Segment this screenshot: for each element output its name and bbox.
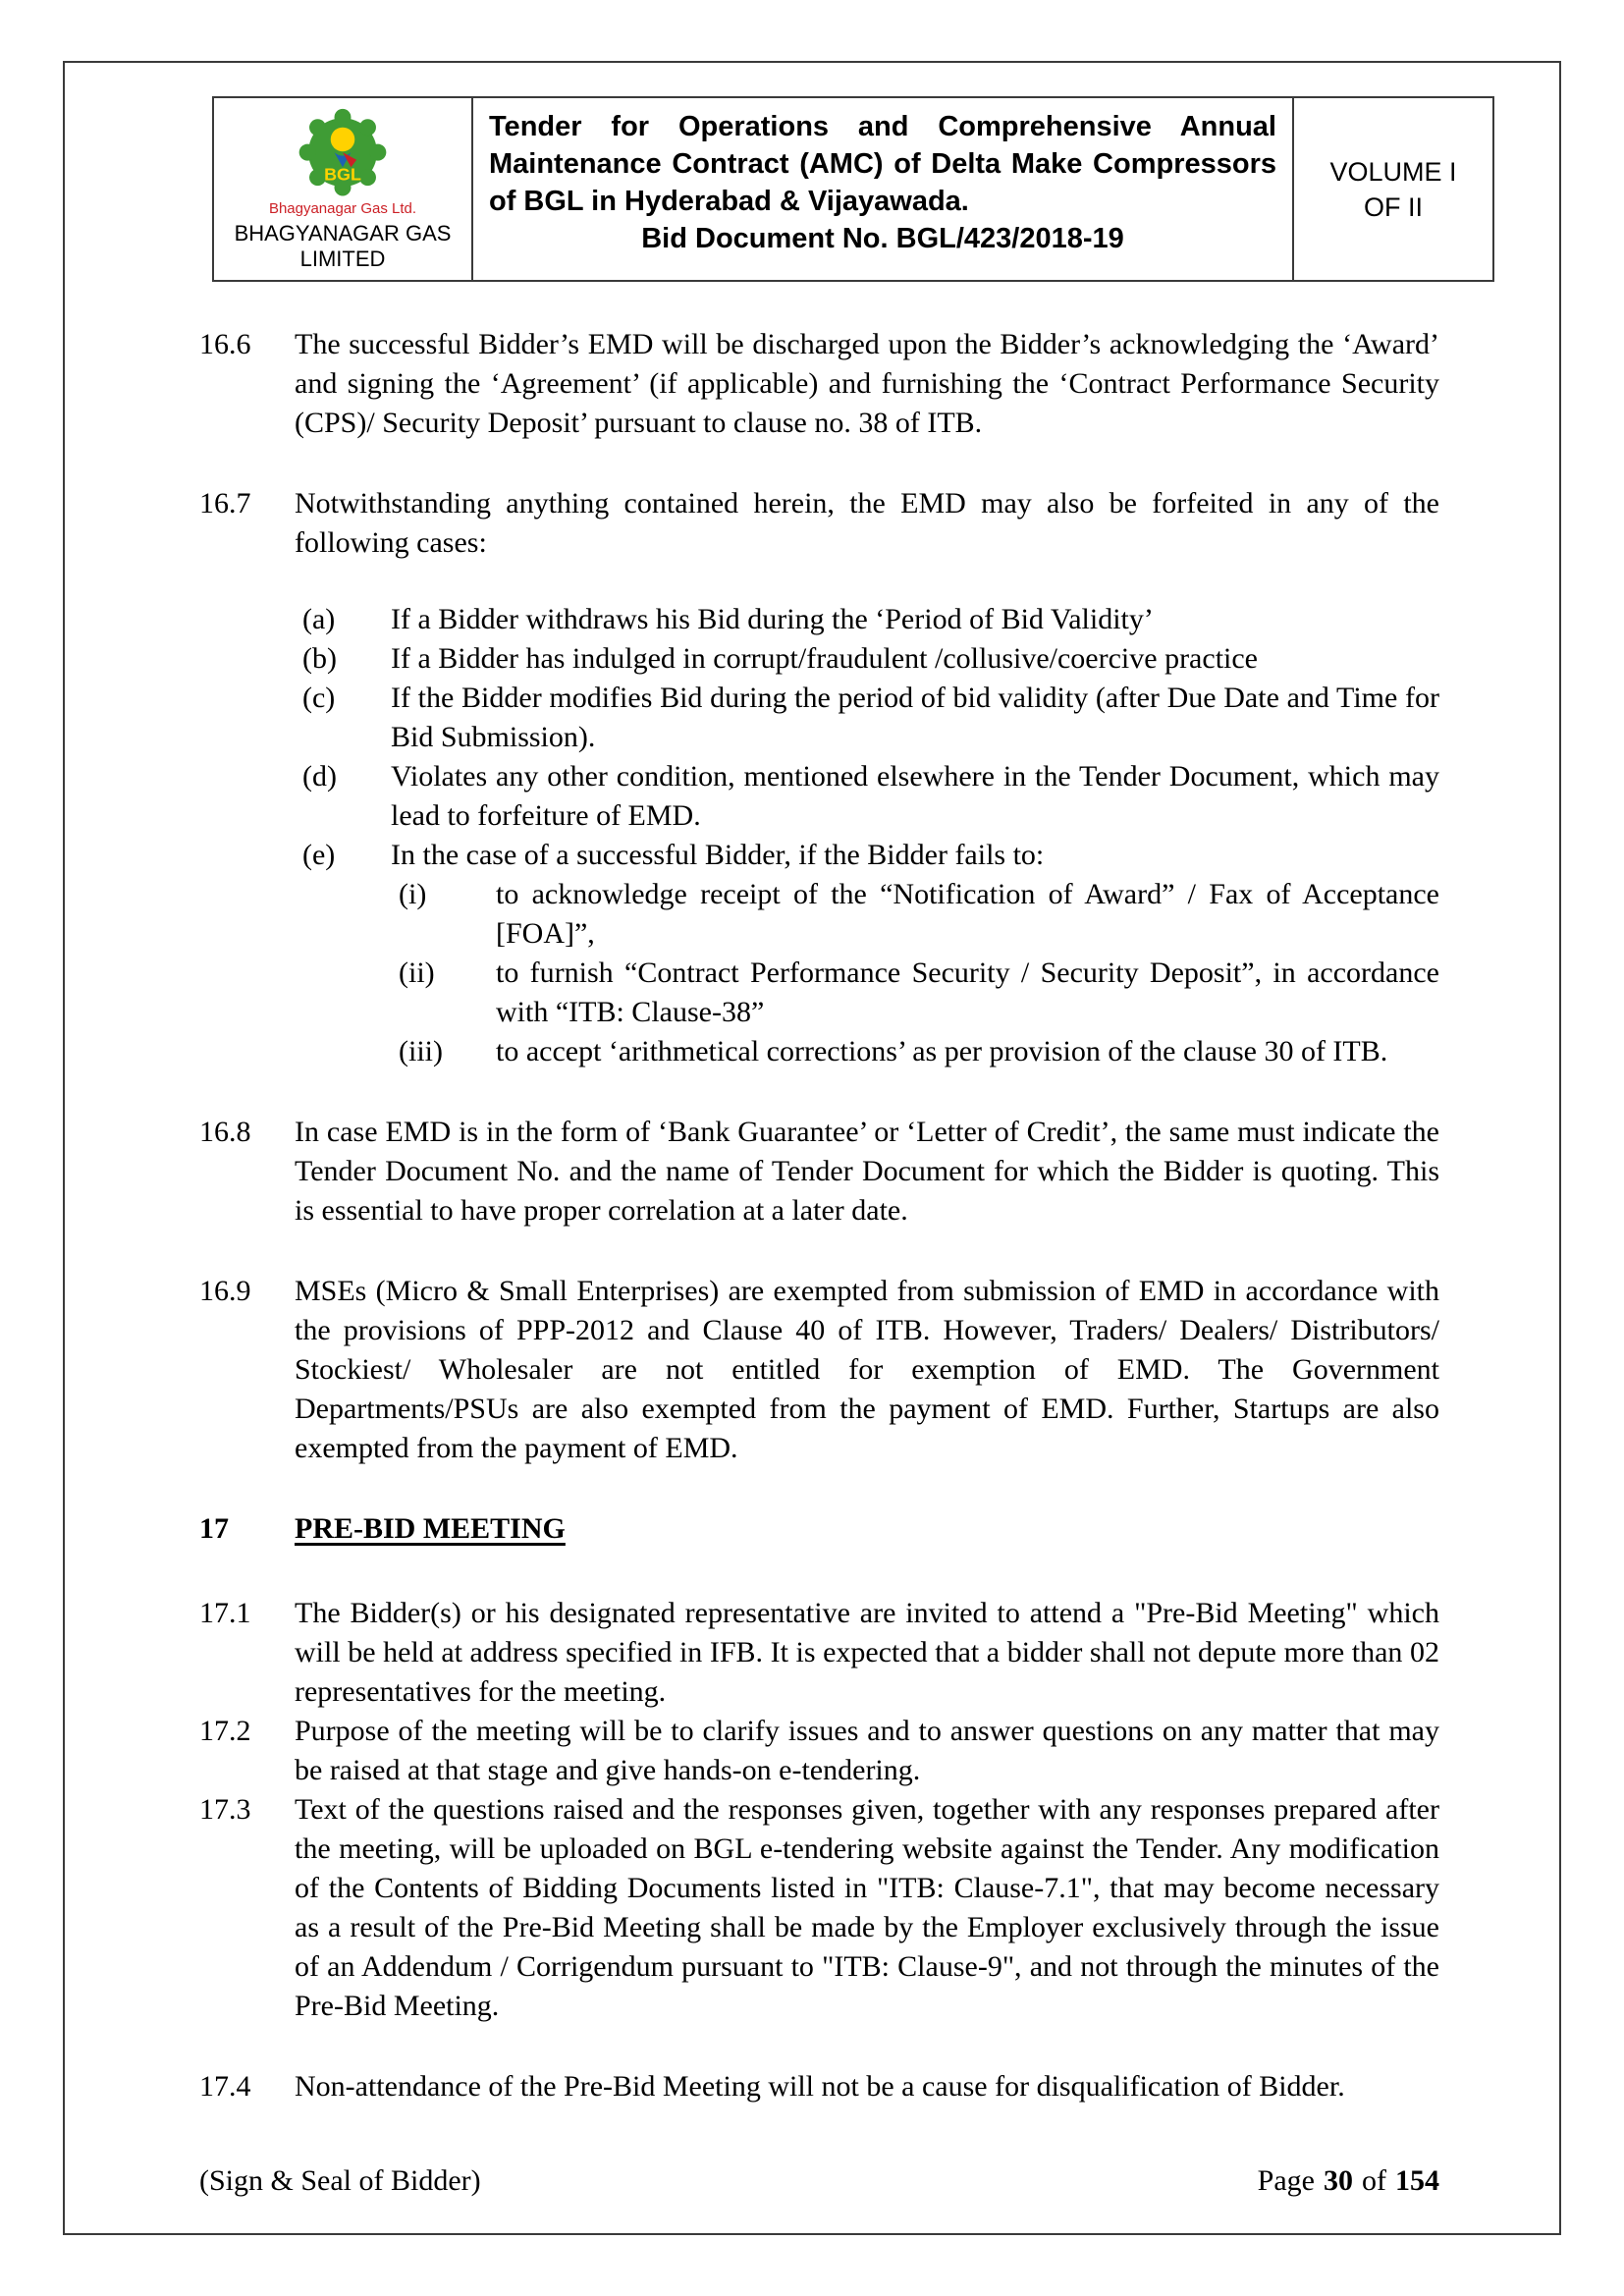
logo-company-small: Bhagyanagar Gas Ltd. bbox=[268, 200, 417, 217]
clause-16-6 bbox=[199, 325, 1439, 443]
subclause-label: (i) bbox=[399, 878, 427, 910]
clause-number: 16.6 bbox=[199, 328, 251, 360]
clause-17-1 bbox=[199, 1594, 1439, 1712]
clause-text: Text of the questions raised and the responses given, together with any responses prepared after the meeting, will be uploaded on BGL e-tendering website against the Tender. Any modification of the Contents of Bidding Documents listed in "ITB: Clause-7.1", that may become necessary as a result of the Pre-Bid Meeting shall be made by the Employer exclusively through the issue of an Addendum / Corrigendum pursuant to "ITB: Clause-9", and not through the minutes of the Pre-Bid Meeting. bbox=[295, 1793, 1439, 2022]
clause-number: 17.4 bbox=[199, 2070, 251, 2103]
clause-text: Non-attendance of the Pre-Bid Meeting will not be a cause for disqualification of Bidder. bbox=[295, 2070, 1345, 2103]
logo-company-caps bbox=[235, 221, 452, 272]
subclause-e bbox=[295, 836, 1439, 875]
clause-number: 17.3 bbox=[199, 1793, 251, 1826]
subclause-text: If a Bidder has indulged in corrupt/fraudulent /collusive/coercive practice bbox=[391, 642, 1258, 675]
subclause-a bbox=[295, 600, 1439, 639]
clause-text: Purpose of the meeting will be to clarify issues and to answer questions on any matter that may be raised at that stage and give hands-on e-tendering. bbox=[295, 1715, 1439, 1786]
volume-line2: OF II bbox=[1364, 191, 1423, 222]
clause-16-8 bbox=[199, 1113, 1439, 1230]
clause-number: 16.7 bbox=[199, 487, 251, 519]
document-body bbox=[65, 282, 1559, 2106]
subclause-label: (e) bbox=[302, 839, 336, 871]
subclause-text: In the case of a successful Bidder, if the Bidder fails to: bbox=[391, 839, 1045, 871]
logo-acronym: BGL bbox=[324, 164, 361, 185]
header-table bbox=[212, 96, 1494, 282]
page-border bbox=[63, 61, 1561, 2235]
clause-16-7-sublist bbox=[295, 600, 1439, 1071]
subclause-e-iii bbox=[295, 1032, 1439, 1071]
clause-text: MSEs (Micro & Small Enterprises) are exempted from submission of EMD in accordance with the provisions of PPP-2012 and Clause 40 of ITB. However, Traders/ Dealers/ Distributors/ Stockiest/ Wholesaler are not entitled for exemption of EMD. The Government Departments/PSUs are also exempted from the payment of EMD. Further, Startups are also exempted from the payment of EMD. bbox=[295, 1275, 1439, 1464]
subclause-text: If the Bidder modifies Bid during the period of bid validity (after Due Date and Time for Bid Submission). bbox=[391, 682, 1439, 753]
clause-16-9 bbox=[199, 1272, 1439, 1468]
subclause-c bbox=[295, 679, 1439, 757]
subclause-text: to furnish “Contract Performance Security / Security Deposit”, in accordance with “ITB: Clause-38” bbox=[496, 957, 1439, 1028]
subclause-text: to accept ‘arithmetical corrections’ as per provision of the clause 30 of ITB. bbox=[496, 1035, 1388, 1067]
sign-seal-note: (Sign & Seal of Bidder) bbox=[199, 2164, 481, 2197]
section-number: 17 bbox=[199, 1512, 229, 1545]
page-total: 154 bbox=[1395, 2164, 1439, 2197]
subclause-text: If a Bidder withdraws his Bid during the ‘Period of Bid Validity’ bbox=[391, 603, 1154, 635]
page-number-indicator bbox=[1258, 2164, 1439, 2198]
subclause-label: (d) bbox=[302, 760, 337, 793]
volume-line1: VOLUME I bbox=[1329, 156, 1457, 187]
page-footer bbox=[199, 2164, 1439, 2198]
clause-17-3 bbox=[199, 1790, 1439, 2026]
clause-text: The Bidder(s) or his designated representative are invited to attend a "Pre-Bid Meeting" which will be held at address specified in IFB. It is expected that a bidder shall not depute more than 02 representatives for the meeting. bbox=[295, 1597, 1439, 1708]
logo-company-caps-line2: LIMITED bbox=[299, 246, 386, 271]
logo-company-caps-line1: BHAGYANAGAR GAS bbox=[234, 221, 452, 246]
subclause-e-i bbox=[295, 875, 1439, 954]
clause-17-2 bbox=[199, 1712, 1439, 1790]
clause-17-4 bbox=[199, 2067, 1439, 2106]
page-of-label: of bbox=[1362, 2164, 1386, 2197]
subclause-label: (c) bbox=[302, 682, 336, 714]
subclause-label: (a) bbox=[302, 603, 336, 635]
subclause-label: (iii) bbox=[399, 1035, 443, 1067]
volume-cell bbox=[1292, 98, 1492, 280]
subclause-text: to acknowledge receipt of the “Notification of Award” / Fax of Acceptance [FOA]”, bbox=[496, 878, 1439, 950]
title-cell bbox=[471, 98, 1292, 280]
subclause-label: (b) bbox=[302, 642, 337, 675]
subclause-d bbox=[295, 757, 1439, 836]
clause-text: Notwithstanding anything contained herein, the EMD may also be forfeited in any of the following cases: bbox=[295, 487, 1439, 559]
page-label: Page bbox=[1257, 2164, 1315, 2197]
clause-text: In case EMD is in the form of ‘Bank Guarantee’ or ‘Letter of Credit’, the same must indicate the Tender Document No. and the name of Tender Document for which the Bidder is quoting. This is essential to have proper correlation at a later date. bbox=[295, 1116, 1439, 1227]
clause-16-7 bbox=[199, 484, 1439, 1071]
clause-number: 16.9 bbox=[199, 1275, 251, 1307]
logo-cell bbox=[214, 98, 471, 280]
clause-number: 17.2 bbox=[199, 1715, 251, 1747]
clause-number: 17.1 bbox=[199, 1597, 251, 1629]
subclause-e-ii bbox=[295, 954, 1439, 1032]
page-current: 30 bbox=[1324, 2164, 1353, 2197]
bgl-logo-icon bbox=[292, 106, 394, 204]
subclause-text: Violates any other condition, mentioned elsewhere in the Tender Document, which may lead to forfeiture of EMD. bbox=[391, 760, 1439, 832]
section-heading-17 bbox=[199, 1509, 1439, 1549]
bid-document-number: Bid Document No. BGL/423/2018-19 bbox=[641, 223, 1124, 254]
subclause-b bbox=[295, 639, 1439, 679]
subclause-label: (ii) bbox=[399, 957, 435, 989]
clause-text: The successful Bidder’s EMD will be discharged upon the Bidder’s acknowledging the ‘Award’ and signing the ‘Agreement’ (if applicable) and furnishing the ‘Contract Performance Security (CPS)/ Security Deposit’ pursuant to clause no. 38 of ITB. bbox=[295, 328, 1439, 439]
section-title: PRE-BID MEETING bbox=[295, 1512, 566, 1545]
tender-title: Tender for Operations and Comprehensive Annual Maintenance Contract (AMC) of Delta Make Compressors of BGL in Hyderabad & Vijayawada. bbox=[489, 111, 1276, 217]
clause-number: 16.8 bbox=[199, 1116, 251, 1148]
